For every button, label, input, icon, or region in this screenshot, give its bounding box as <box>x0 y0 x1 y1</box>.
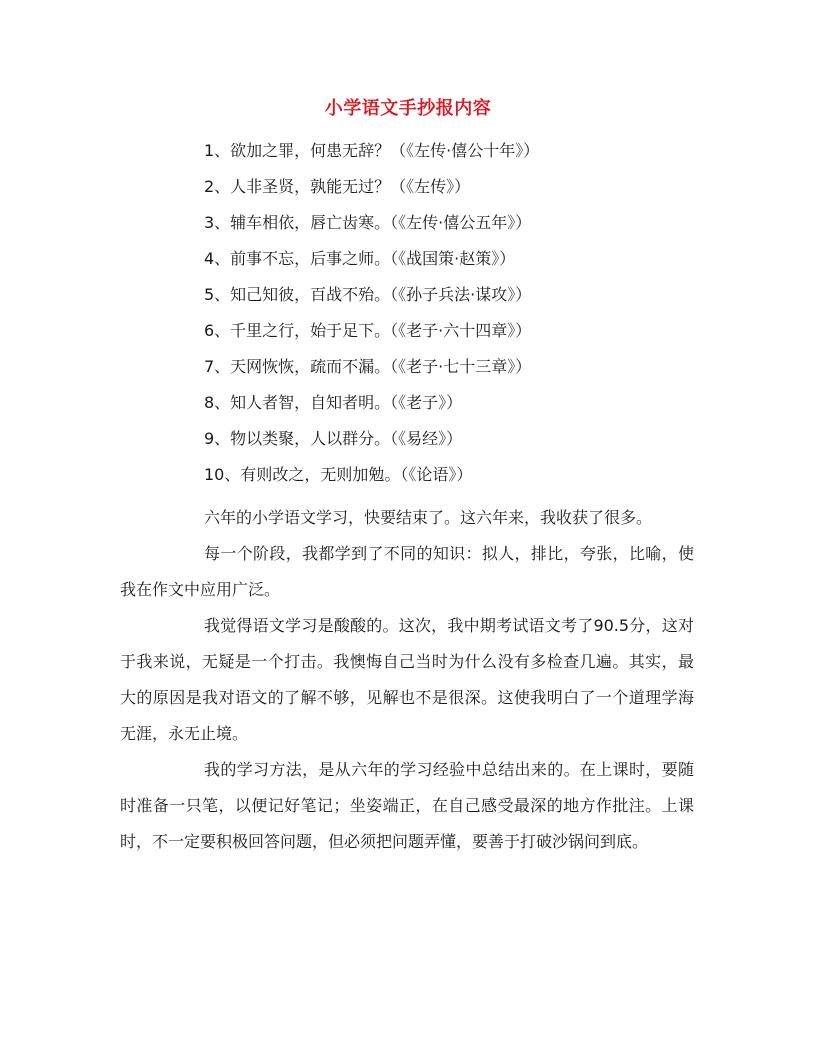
quote-item: 7、天网恢恢，疏而不漏。（《老子·七十三章》） <box>204 357 532 376</box>
essay-paragraph: 我觉得语文学习是酸酸的。这次，我中期考试语文考了90.5分，这对于我来说，无疑是一个打击。我懊悔自己当时为什么没有多检查几遍。其实，最大的原因是我对语文的了解不够，见解也不是很深。这使我明白了一个道理学海无涯，永无止境。 <box>120 616 694 743</box>
quote-item: 6、千里之行，始于足下。（《老子·六十四章》） <box>204 321 532 340</box>
page-title: 小学语文手抄报内容 <box>324 98 492 119</box>
essay-paragraph: 每一个阶段，我都学到了不同的知识：拟人，排比，夸张，比喻，使我在作文中应用广泛。 <box>120 544 694 599</box>
quote-item: 3、辅车相依，唇亡齿寒。（《左传·僖公五年》） <box>204 213 532 232</box>
essay-paragraph: 六年的小学语文学习，快要结束了。这六年来，我收获了很多。 <box>204 508 653 527</box>
quote-item: 2、人非圣贤，孰能无过？（《左传》） <box>204 177 471 196</box>
quote-item: 10、有则改之，无则加勉。（《论语》） <box>204 465 473 484</box>
quote-item: 1、欲加之罪，何患无辞？（《左传·僖公十年》） <box>204 141 540 160</box>
essay-paragraph: 我的学习方法，是从六年的学习经验中总结出来的。在上课时，要随时准备一只笔，以便记好笔记；坐姿端正，在自己感受最深的地方作批注。上课时，不一定要积极回答问题，但必须把问题弄懂，要善于打破沙锅问到底。 <box>120 760 694 851</box>
quote-list <box>204 139 539 499</box>
quote-item: 8、知人者智，自知者明。（《老子》） <box>204 393 463 412</box>
essay-body <box>120 500 694 860</box>
quote-item: 4、前事不忘，后事之师。（《战国策·赵策》） <box>204 249 516 268</box>
quote-item: 9、物以类聚，人以群分。（《易经》） <box>204 429 463 448</box>
quote-item: 5、知己知彼，百战不殆。（《孙子兵法·谋攻》） <box>204 285 532 304</box>
